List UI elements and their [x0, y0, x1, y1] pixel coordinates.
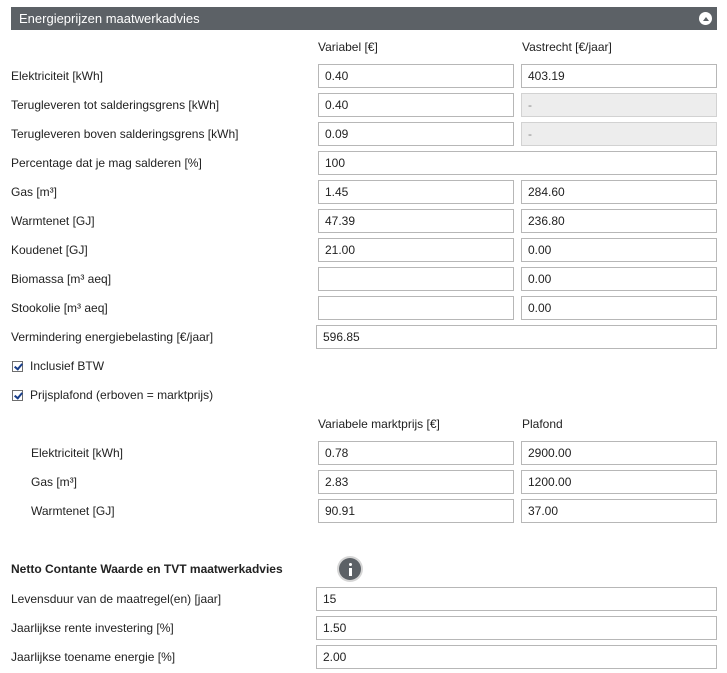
- row-label-electricity: Elektriciteit [kWh]: [11, 69, 104, 83]
- cold-network-variable-input[interactable]: [318, 238, 514, 262]
- fuel-oil-variable-input[interactable]: [318, 296, 514, 320]
- feedin-below-variable-input[interactable]: [318, 93, 514, 117]
- row-label-tax-reduction: Vermindering energiebelasting [€/jaar]: [11, 330, 214, 344]
- row-label-gas: Gas [m³]: [11, 185, 58, 199]
- ceiling-row-label-gas: Gas [m³]: [31, 475, 78, 489]
- row-label-biomass: Biomassa [m³ aeq]: [11, 272, 112, 286]
- section-header[interactable]: [11, 7, 717, 30]
- cold-network-fixed-input[interactable]: [521, 238, 717, 262]
- row-label-heat-network: Warmtenet [GJ]: [11, 214, 95, 228]
- vat-included-label: Inclusief BTW: [30, 359, 105, 373]
- feedin-above-variable-input[interactable]: [318, 122, 514, 146]
- tax-reduction-input[interactable]: [316, 325, 717, 349]
- gas-fixed-input[interactable]: [521, 180, 717, 204]
- collapse-icon[interactable]: [699, 12, 712, 25]
- row-label-fuel-oil: Stookolie [m³ aeq]: [11, 301, 108, 315]
- row-label-feedin-above: Terugleveren boven salderingsgrens [kWh]: [11, 127, 239, 141]
- section-title: Energieprijzen maatwerkadvies: [19, 11, 200, 26]
- lifetime-input[interactable]: [316, 587, 717, 611]
- ceiling-heat-network-market-input[interactable]: [318, 499, 514, 523]
- price-ceiling-checkbox[interactable]: [12, 390, 23, 401]
- biomass-fixed-input[interactable]: [521, 267, 717, 291]
- energy-increase-input[interactable]: [316, 645, 717, 669]
- npv-section-heading: Netto Contante Waarde en TVT maatwerkadvies: [11, 562, 283, 576]
- fuel-oil-fixed-input[interactable]: [521, 296, 717, 320]
- ceiling-electricity-ceiling-input[interactable]: [521, 441, 717, 465]
- info-icon[interactable]: [339, 558, 361, 580]
- column-header-ceiling: Plafond: [522, 417, 563, 431]
- npv-row-label-energy-increase: Jaarlijkse toename energie [%]: [11, 650, 176, 664]
- ceiling-gas-market-input[interactable]: [318, 470, 514, 494]
- npv-row-label-lifetime: Levensduur van de maatregel(en) [jaar]: [11, 592, 222, 606]
- electricity-fixed-input[interactable]: [521, 64, 717, 88]
- column-header-variable: Variabel [€]: [318, 40, 378, 54]
- price-ceiling-label: Prijsplafond (erboven = marktprijs): [30, 388, 214, 402]
- column-header-fixed: Vastrecht [€/jaar]: [522, 40, 612, 54]
- vat-included-checkbox[interactable]: [12, 361, 23, 372]
- ceiling-row-label-heat-network: Warmtenet [GJ]: [31, 504, 115, 518]
- netting-percentage-input[interactable]: [318, 151, 717, 175]
- heat-network-variable-input[interactable]: [318, 209, 514, 233]
- row-label-feedin-below: Terugleveren tot salderingsgrens [kWh]: [11, 98, 220, 112]
- row-label-cold-network: Koudenet [GJ]: [11, 243, 88, 257]
- row-label-netting-percentage: Percentage dat je mag salderen [%]: [11, 156, 202, 170]
- ceiling-gas-ceiling-input[interactable]: [521, 470, 717, 494]
- biomass-variable-input[interactable]: [318, 267, 514, 291]
- feedin-below-fixed-input: [521, 93, 717, 117]
- electricity-variable-input[interactable]: [318, 64, 514, 88]
- heat-network-fixed-input[interactable]: [521, 209, 717, 233]
- npv-row-label-interest: Jaarlijkse rente investering [%]: [11, 621, 174, 635]
- interest-rate-input[interactable]: [316, 616, 717, 640]
- ceiling-row-label-electricity: Elektriciteit [kWh]: [31, 446, 124, 460]
- ceiling-heat-network-ceiling-input[interactable]: [521, 499, 717, 523]
- feedin-above-fixed-input: [521, 122, 717, 146]
- gas-variable-input[interactable]: [318, 180, 514, 204]
- column-header-market-price: Variabele marktprijs [€]: [318, 417, 440, 431]
- ceiling-electricity-market-input[interactable]: [318, 441, 514, 465]
